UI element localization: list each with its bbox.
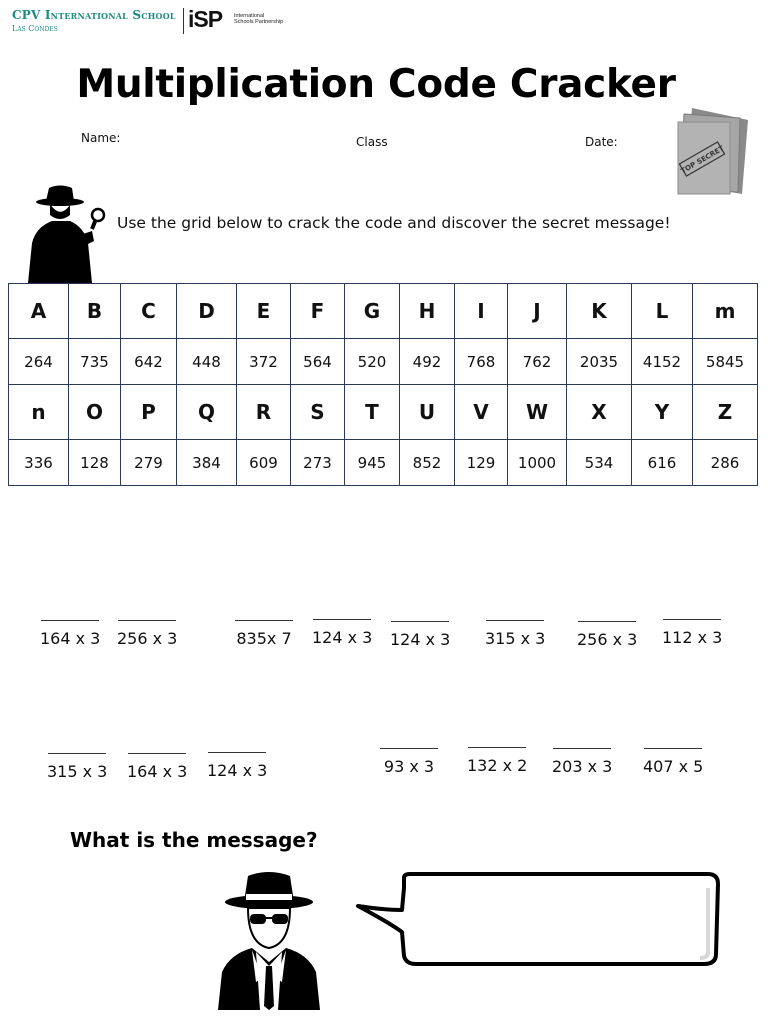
page-title: Multiplication Code Cracker — [76, 62, 676, 107]
grid-code-cell: 735 — [69, 339, 121, 385]
grid-letter-cell: m — [693, 284, 758, 339]
grid-letter-cell: K — [567, 284, 632, 339]
blank-expression: 132 x 2 — [467, 756, 528, 775]
grid-letter-cell: P — [121, 385, 177, 440]
grid-code-cell: 1000 — [508, 440, 567, 486]
grid-codes-row-1 — [9, 339, 758, 385]
answer-speech-bubble[interactable] — [352, 868, 724, 972]
grid-letter-cell: S — [291, 385, 345, 440]
class-field[interactable]: Class — [356, 135, 388, 149]
grid-letter-cell: O — [69, 385, 121, 440]
blank-expression: 256 x 3 — [117, 629, 178, 648]
grid-letter-cell: U — [400, 385, 455, 440]
grid-letter-cell: Y — [632, 385, 693, 440]
answer-blank[interactable] — [485, 620, 545, 648]
school-subtitle: Las Condes — [12, 24, 58, 33]
grid-code-cell: 642 — [121, 339, 177, 385]
answer-blank[interactable] — [40, 620, 100, 648]
grid-code-cell: 616 — [632, 440, 693, 486]
grid-letter-cell: T — [345, 385, 400, 440]
grid-code-cell: 5845 — [693, 339, 758, 385]
grid-code-cell: 852 — [400, 440, 455, 486]
grid-letter-cell: F — [291, 284, 345, 339]
answer-blank[interactable] — [662, 619, 722, 647]
grid-letter-cell: I — [455, 284, 508, 339]
answer-blank[interactable] — [47, 753, 107, 781]
grid-letter-cell: H — [400, 284, 455, 339]
blank-expression: 835x 7 — [236, 629, 292, 648]
grid-letter-cell: X — [567, 385, 632, 440]
grid-code-cell: 564 — [291, 339, 345, 385]
grid-letter-cell: R — [237, 385, 291, 440]
grid-letter-cell: Q — [177, 385, 237, 440]
grid-letters-row-2 — [9, 385, 758, 440]
grid-letter-cell: L — [632, 284, 693, 339]
grid-codes-row-2 — [9, 440, 758, 486]
grid-letter-cell: E — [237, 284, 291, 339]
grid-letter-cell: J — [508, 284, 567, 339]
school-name: CPV International School — [12, 8, 176, 22]
answer-blank[interactable] — [235, 620, 293, 648]
grid-code-cell: 279 — [121, 440, 177, 486]
grid-code-cell: 372 — [237, 339, 291, 385]
grid-code-cell: 264 — [9, 339, 69, 385]
blank-expression: 315 x 3 — [485, 629, 546, 648]
grid-letters-row-1 — [9, 284, 758, 339]
logo-divider — [183, 8, 184, 34]
answer-blank[interactable] — [117, 620, 177, 648]
grid-code-cell: 286 — [693, 440, 758, 486]
answer-blank[interactable] — [577, 621, 637, 649]
grid-code-cell: 520 — [345, 339, 400, 385]
answer-blank[interactable] — [380, 748, 438, 776]
code-grid — [8, 283, 758, 486]
grid-letter-cell: V — [455, 385, 508, 440]
answer-blank[interactable] — [643, 748, 703, 776]
grid-code-cell: 273 — [291, 440, 345, 486]
grid-code-cell: 534 — [567, 440, 632, 486]
detective-silhouette-icon — [22, 183, 106, 283]
grid-code-cell: 768 — [455, 339, 508, 385]
grid-code-cell: 609 — [237, 440, 291, 486]
grid-code-cell: 129 — [455, 440, 508, 486]
grid-code-cell: 945 — [345, 440, 400, 486]
blank-expression: 315 x 3 — [47, 762, 108, 781]
grid-letter-cell: Z — [693, 385, 758, 440]
message-question: What is the message? — [70, 828, 318, 852]
grid-letter-cell: D — [177, 284, 237, 339]
grid-code-cell: 762 — [508, 339, 567, 385]
isp-logo-text: International Schools Partnership — [234, 13, 284, 25]
answer-blank[interactable] — [552, 748, 612, 776]
grid-letter-cell: G — [345, 284, 400, 339]
blank-expression: 124 x 3 — [207, 761, 268, 780]
blank-expression: 112 x 3 — [662, 628, 723, 647]
grid-code-cell: 336 — [9, 440, 69, 486]
blank-expression: 124 x 3 — [390, 630, 451, 649]
grid-letter-cell: n — [9, 385, 69, 440]
grid-letter-cell: A — [9, 284, 69, 339]
blank-expression: 164 x 3 — [127, 762, 188, 781]
top-secret-folder-icon — [672, 104, 754, 198]
grid-code-cell: 492 — [400, 339, 455, 385]
answer-blank[interactable] — [127, 753, 187, 781]
answer-blank[interactable] — [312, 619, 372, 647]
blank-expression: 164 x 3 — [40, 629, 101, 648]
blank-expression: 203 x 3 — [552, 757, 613, 776]
instructions-text: Use the grid below to crack the code and discover the secret message! — [117, 214, 671, 232]
grid-code-cell: 384 — [177, 440, 237, 486]
blank-expression: 407 x 5 — [643, 757, 704, 776]
answer-blank[interactable] — [390, 621, 450, 649]
answer-blank[interactable] — [207, 752, 267, 780]
grid-code-cell: 448 — [177, 339, 237, 385]
blank-expression: 256 x 3 — [577, 630, 638, 649]
grid-code-cell: 4152 — [632, 339, 693, 385]
grid-letter-cell: B — [69, 284, 121, 339]
name-field[interactable]: Name: — [81, 131, 121, 145]
grid-letter-cell: W — [508, 385, 567, 440]
date-field[interactable]: Date: — [585, 135, 618, 149]
grid-code-cell: 128 — [69, 440, 121, 486]
blank-expression: 124 x 3 — [312, 628, 373, 647]
folder-stamp: TOP SECRET — [679, 144, 726, 176]
answer-blank[interactable] — [467, 747, 527, 775]
isp-logo: iSP — [188, 6, 223, 32]
blank-expression: 93 x 3 — [383, 757, 435, 776]
grid-letter-cell: C — [121, 284, 177, 339]
spy-sunglasses-icon — [212, 866, 326, 1010]
grid-code-cell: 2035 — [567, 339, 632, 385]
